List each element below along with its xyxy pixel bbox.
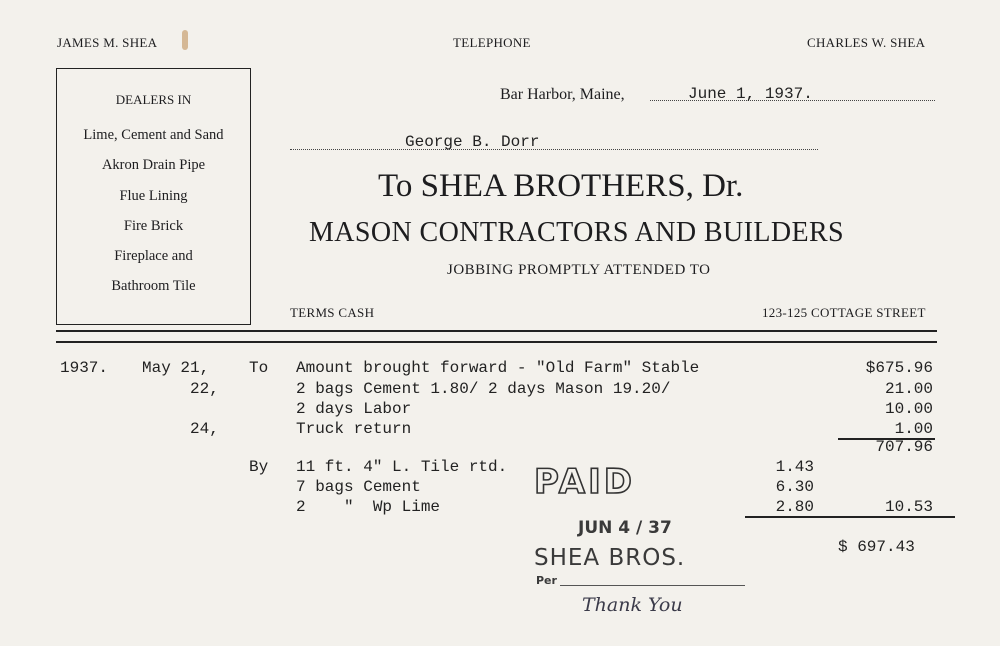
total-rule	[745, 516, 955, 518]
ledger-amount: 1.00	[894, 420, 933, 438]
dealers-item: Fire Brick	[123, 218, 184, 234]
ledger-date: 24,	[190, 420, 219, 438]
credit-prefix: By	[249, 458, 269, 476]
customer-name: George B. Dorr	[405, 133, 540, 151]
divider-rule	[56, 330, 937, 332]
dealers-item: Fireplace and	[114, 248, 193, 264]
ledger-subtotal: 707.96	[875, 438, 933, 456]
ledger-amount: 10.00	[884, 400, 933, 418]
ledger-desc: 2 days Labor	[296, 400, 412, 418]
ledger-amount: 21.00	[884, 380, 933, 398]
firm-title: To SHEA BROTHERS, Dr.	[378, 168, 744, 204]
credit-desc: 7 bags Cement	[296, 478, 421, 496]
firm-tagline: JOBBING PROMPTLY ATTENDED TO	[447, 262, 711, 278]
ledger-desc: Amount brought forward - "Old Farm" Stable	[296, 359, 700, 377]
ledger-year: 1937.	[60, 359, 109, 377]
credit-amount: 2.80	[775, 498, 814, 516]
terms: TERMS CASH	[290, 305, 375, 320]
firm-subtitle: MASON CONTRACTORS AND BUILDERS	[309, 217, 845, 248]
ledger-amount: $675.96	[865, 359, 933, 377]
dealers-item: Flue Lining	[119, 188, 188, 204]
credit-desc: 11 ft. 4" L. Tile rtd.	[296, 458, 508, 476]
signature-line	[560, 585, 745, 586]
credit-amount: 6.30	[775, 478, 814, 496]
header-right-name: CHARLES W. SHEA	[807, 35, 926, 50]
stamp-date: JUN 4 / 37	[578, 518, 672, 538]
dealers-item: Lime, Cement and Sand	[83, 127, 224, 143]
header-telephone: TELEPHONE	[453, 35, 531, 50]
invoice-date: June 1, 1937.	[688, 85, 813, 103]
dealers-item: Bathroom Tile	[111, 278, 196, 294]
ledger-prefix: To	[249, 359, 269, 377]
balance-due: $ 697.43	[838, 538, 915, 556]
ledger-desc: Truck return	[296, 420, 412, 438]
customer-line	[290, 149, 818, 150]
header-left-name: JAMES M. SHEA	[57, 35, 158, 50]
ledger-date: 22,	[190, 380, 219, 398]
divider-rule	[56, 341, 937, 343]
paid-stamp: PAID	[534, 462, 635, 502]
ledger-date: May 21,	[142, 359, 210, 377]
dealers-item: Akron Drain Pipe	[101, 157, 206, 173]
dealers-box	[56, 68, 251, 325]
stamp-per: Per	[536, 574, 557, 587]
paper-stain	[182, 30, 188, 50]
credit-total: 10.53	[884, 498, 933, 516]
credit-desc: 2 " Wp Lime	[296, 498, 441, 516]
dealers-title: DEALERS IN	[115, 92, 192, 107]
place-label: Bar Harbor, Maine,	[500, 86, 625, 103]
firm-address: 123-125 COTTAGE STREET	[762, 305, 926, 320]
credit-amount: 1.43	[775, 458, 814, 476]
handwritten-note: Thank You	[582, 594, 683, 616]
ledger-desc: 2 bags Cement 1.80/ 2 days Mason 19.20/	[296, 380, 671, 398]
stamp-firm: SHEA BROS.	[534, 545, 686, 571]
